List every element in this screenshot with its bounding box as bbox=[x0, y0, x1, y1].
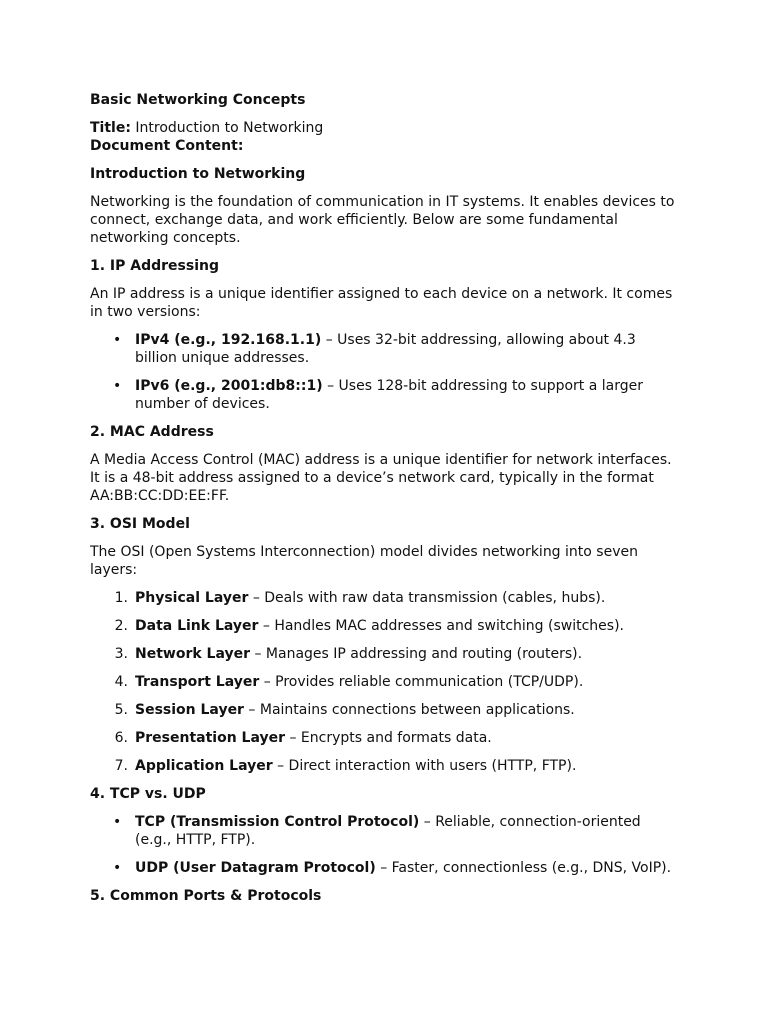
osi-layer-list bbox=[90, 589, 678, 775]
item-text: – Uses 128-bit addressing to support a larger number of devices. bbox=[135, 378, 643, 412]
mac-paragraph: A Media Access Control (MAC) address is a unique identifier for network interfaces. It is a 48-bit address assigned to a device’s network card, typically in the format AA:BB:CC:DD:EE:FF. bbox=[90, 452, 672, 504]
list-item bbox=[90, 859, 678, 877]
item-number: 6. bbox=[114, 730, 128, 746]
item-text: – Deals with raw data transmission (cables, hubs). bbox=[248, 590, 606, 606]
title-value: Introduction to Networking bbox=[135, 120, 324, 136]
tcp-udp-list bbox=[90, 813, 678, 877]
item-text: – Direct interaction with users (HTTP, FTP). bbox=[272, 758, 577, 774]
list-item bbox=[90, 673, 678, 691]
osi-paragraph: The OSI (Open Systems Interconnection) model divides networking into seven layers: bbox=[90, 544, 638, 578]
item-term: TCP (Transmission Control Protocol) bbox=[135, 814, 420, 830]
item-text: – Uses 32-bit addressing, allowing about 4.3 billion unique addresses. bbox=[135, 332, 636, 366]
item-term: Physical Layer bbox=[135, 590, 249, 606]
item-term: Session Layer bbox=[135, 702, 244, 718]
list-item bbox=[90, 331, 678, 367]
item-text: – Manages IP addressing and routing (routers). bbox=[250, 646, 583, 662]
document-heading: Basic Networking Concepts bbox=[90, 92, 306, 108]
ip-paragraph: An IP address is a unique identifier assigned to each device on a network. It comes in two versions: bbox=[90, 286, 673, 320]
list-item bbox=[90, 589, 678, 607]
item-number: 4. bbox=[114, 674, 128, 690]
item-text: – Faster, connectionless (e.g., DNS, VoIP). bbox=[375, 860, 672, 876]
item-text: – Provides reliable communication (TCP/UDP). bbox=[259, 674, 584, 690]
section-heading-tcp: 4. TCP vs. UDP bbox=[90, 786, 206, 802]
intro-heading: Introduction to Networking bbox=[90, 166, 306, 182]
list-item bbox=[90, 645, 678, 663]
intro-paragraph: Networking is the foundation of communication in IT systems. It enables devices to connect, exchange data, and work efficiently. Below are some fundamental networking concepts. bbox=[90, 194, 675, 246]
item-text: – Handles MAC addresses and switching (switches). bbox=[258, 618, 624, 634]
item-text: – Reliable, connection-oriented (e.g., HTTP, FTP). bbox=[135, 814, 641, 848]
item-term: Presentation Layer bbox=[135, 730, 286, 746]
section-heading-ports: 5. Common Ports & Protocols bbox=[90, 888, 322, 904]
bullet-icon: • bbox=[113, 814, 122, 830]
item-number: 3. bbox=[114, 646, 128, 662]
list-item bbox=[90, 377, 678, 413]
item-number: 2. bbox=[114, 618, 128, 634]
ip-version-list bbox=[90, 331, 678, 413]
item-number: 5. bbox=[114, 702, 128, 718]
item-term: UDP (User Datagram Protocol) bbox=[135, 860, 376, 876]
bullet-icon: • bbox=[113, 378, 122, 394]
list-item bbox=[90, 701, 678, 719]
bullet-icon: • bbox=[113, 860, 122, 876]
item-term: IPv6 (e.g., 2001:db8::1) bbox=[135, 378, 323, 394]
title-line bbox=[90, 119, 678, 137]
item-number: 1. bbox=[114, 590, 128, 606]
list-item bbox=[90, 757, 678, 775]
item-term: Application Layer bbox=[135, 758, 273, 774]
item-text: – Maintains connections between applications. bbox=[243, 702, 575, 718]
item-term: Transport Layer bbox=[135, 674, 260, 690]
section-heading-ip: 1. IP Addressing bbox=[90, 258, 220, 274]
bullet-icon: • bbox=[113, 332, 122, 348]
list-item bbox=[90, 813, 678, 849]
section-heading-mac: 2. MAC Address bbox=[90, 424, 214, 440]
item-number: 7. bbox=[114, 758, 128, 774]
title-label: Title: bbox=[90, 120, 131, 136]
item-term: Network Layer bbox=[135, 646, 251, 662]
item-text: – Encrypts and formats data. bbox=[285, 730, 492, 746]
section-heading-osi: 3. OSI Model bbox=[90, 516, 190, 532]
item-term: IPv4 (e.g., 192.168.1.1) bbox=[135, 332, 322, 348]
document-content-label: Document Content: bbox=[90, 138, 244, 154]
item-term: Data Link Layer bbox=[135, 618, 259, 634]
list-item bbox=[90, 729, 678, 747]
list-item bbox=[90, 617, 678, 635]
